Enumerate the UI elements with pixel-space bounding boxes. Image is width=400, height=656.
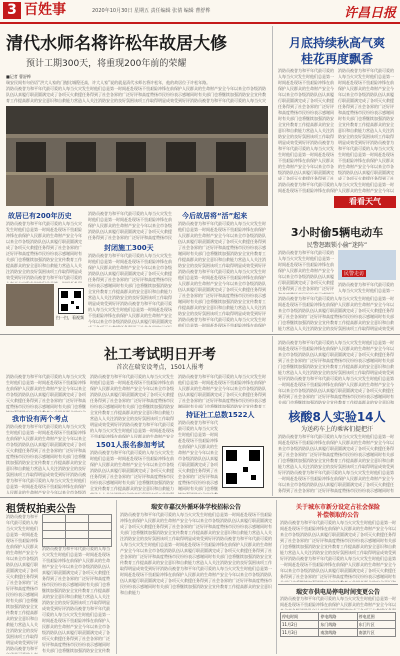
table-row: 11月2日 东门线路 东门片区	[281, 621, 396, 629]
main-byline: ■记者 曹舒桦	[6, 74, 32, 79]
section-divider	[0, 334, 400, 335]
weather-col2	[338, 68, 396, 180]
main-headline: 清代水师名将许松年故居大修	[6, 34, 227, 54]
ebike-text-mid	[338, 282, 396, 294]
power-header-line: 停电线路	[319, 613, 357, 621]
exam-sub3: 持证社工总数1522人	[186, 411, 255, 419]
col-left-text	[6, 221, 84, 283]
exam-sub2: 1501人报名参加考试	[96, 441, 165, 449]
power-header-time: 停电时间	[281, 613, 319, 621]
weather-section-label: 看看天气	[334, 196, 396, 208]
nucleic-text	[278, 434, 396, 494]
rental-text-left	[6, 514, 40, 654]
exam-subheadline: 首次在瑞安设考点，1501人报考	[116, 364, 204, 371]
weather-col3	[278, 182, 396, 194]
page-header	[0, 0, 400, 24]
nucleic-subheadline: 为送药车上的乘客们提把汗	[300, 426, 373, 433]
section-title: 百姓事	[24, 2, 66, 18]
page-meta: 2020年10月30日 星期五 责任编辑 张倩 编辑 曹舒桦	[92, 8, 211, 14]
ebike-photo-banner: 民警走访	[344, 271, 365, 277]
rental-title: 租赁权拍卖公告	[6, 504, 76, 515]
hospital-text	[120, 512, 272, 654]
page-number: 3	[3, 2, 21, 19]
column-divider-2	[272, 336, 273, 496]
ad-divider-1	[116, 500, 117, 654]
ebike-photo	[338, 250, 396, 280]
ebike-subheadline: 民警怒跟锁小偷“迷阵”	[306, 242, 368, 249]
notice-text	[280, 520, 396, 582]
exam-col1-top	[6, 374, 86, 412]
weather-headline-1: 月底持续秋高气爽	[288, 36, 385, 50]
nucleic-text-top	[278, 340, 396, 404]
table-row: 11月3日 南滨线路 南滨片区	[281, 629, 396, 637]
newspaper-logo: 许昌日报	[343, 6, 396, 21]
caption-left-title: 故居已有200年历史	[8, 212, 72, 220]
caption-right-title: 今后故居将“活”起来	[182, 212, 248, 220]
exam-sub1: 我市设有两个考点	[12, 415, 68, 423]
nucleic-headline: 核酸8人实验14人	[288, 410, 386, 424]
weather-headline-2: 桂花再度飘香	[300, 52, 373, 66]
ebike-text-bottom	[278, 296, 396, 332]
notice-divider	[278, 584, 398, 585]
rental-text-right	[42, 546, 112, 654]
notice-title-1: 关于城东市新分设定占社会保险	[295, 504, 380, 511]
exam-col3-top	[178, 374, 268, 408]
ad-divider-2	[276, 500, 277, 654]
ebike-headline: 3小时偷5辆电动车	[290, 226, 384, 239]
house-illustration	[6, 106, 268, 206]
main-body-top	[6, 86, 268, 104]
hospital-title: 瑞安市嘉汉外循环体学校招标公告	[150, 504, 241, 511]
exam-col2	[90, 450, 174, 494]
ebike-text-left	[278, 250, 334, 294]
main-lead: 瑞安民间有句俗语“洪大人家的门抛比城隍还高，许大人家”说的就是清代水师名将许松年，他的故居位于许松年路。	[6, 80, 211, 85]
col-mid-text-top	[88, 211, 174, 241]
detail-photo	[6, 284, 54, 326]
weather-col1	[278, 68, 334, 180]
caption-mid-title: 封闭施工300天	[104, 244, 154, 252]
exam-col2-top	[90, 374, 174, 438]
exam-headline: 社工考试明日开考	[104, 347, 216, 363]
power-title: 瑞安市供电局停电时间变更公告	[295, 589, 380, 596]
main-subheadline: 预计工期300天，将重现200年前的荣耀	[26, 59, 187, 69]
qr-caption: 扫一扫，看视频	[56, 315, 84, 320]
col-right-text	[178, 221, 268, 327]
qr-code[interactable]	[58, 288, 84, 314]
exam-col1	[6, 424, 86, 494]
power-table	[280, 612, 396, 637]
power-text	[280, 596, 396, 610]
power-header-range: 停电范围	[357, 613, 395, 621]
column-divider	[272, 26, 273, 332]
notice-title-2: 补偿领取的公告	[316, 512, 359, 519]
exam-qr-code[interactable]	[222, 446, 264, 488]
rental-table	[42, 514, 112, 547]
col-mid-text	[88, 253, 174, 327]
exam-col3	[178, 420, 218, 494]
ad-divider	[0, 497, 400, 498]
house-photo	[6, 106, 268, 206]
